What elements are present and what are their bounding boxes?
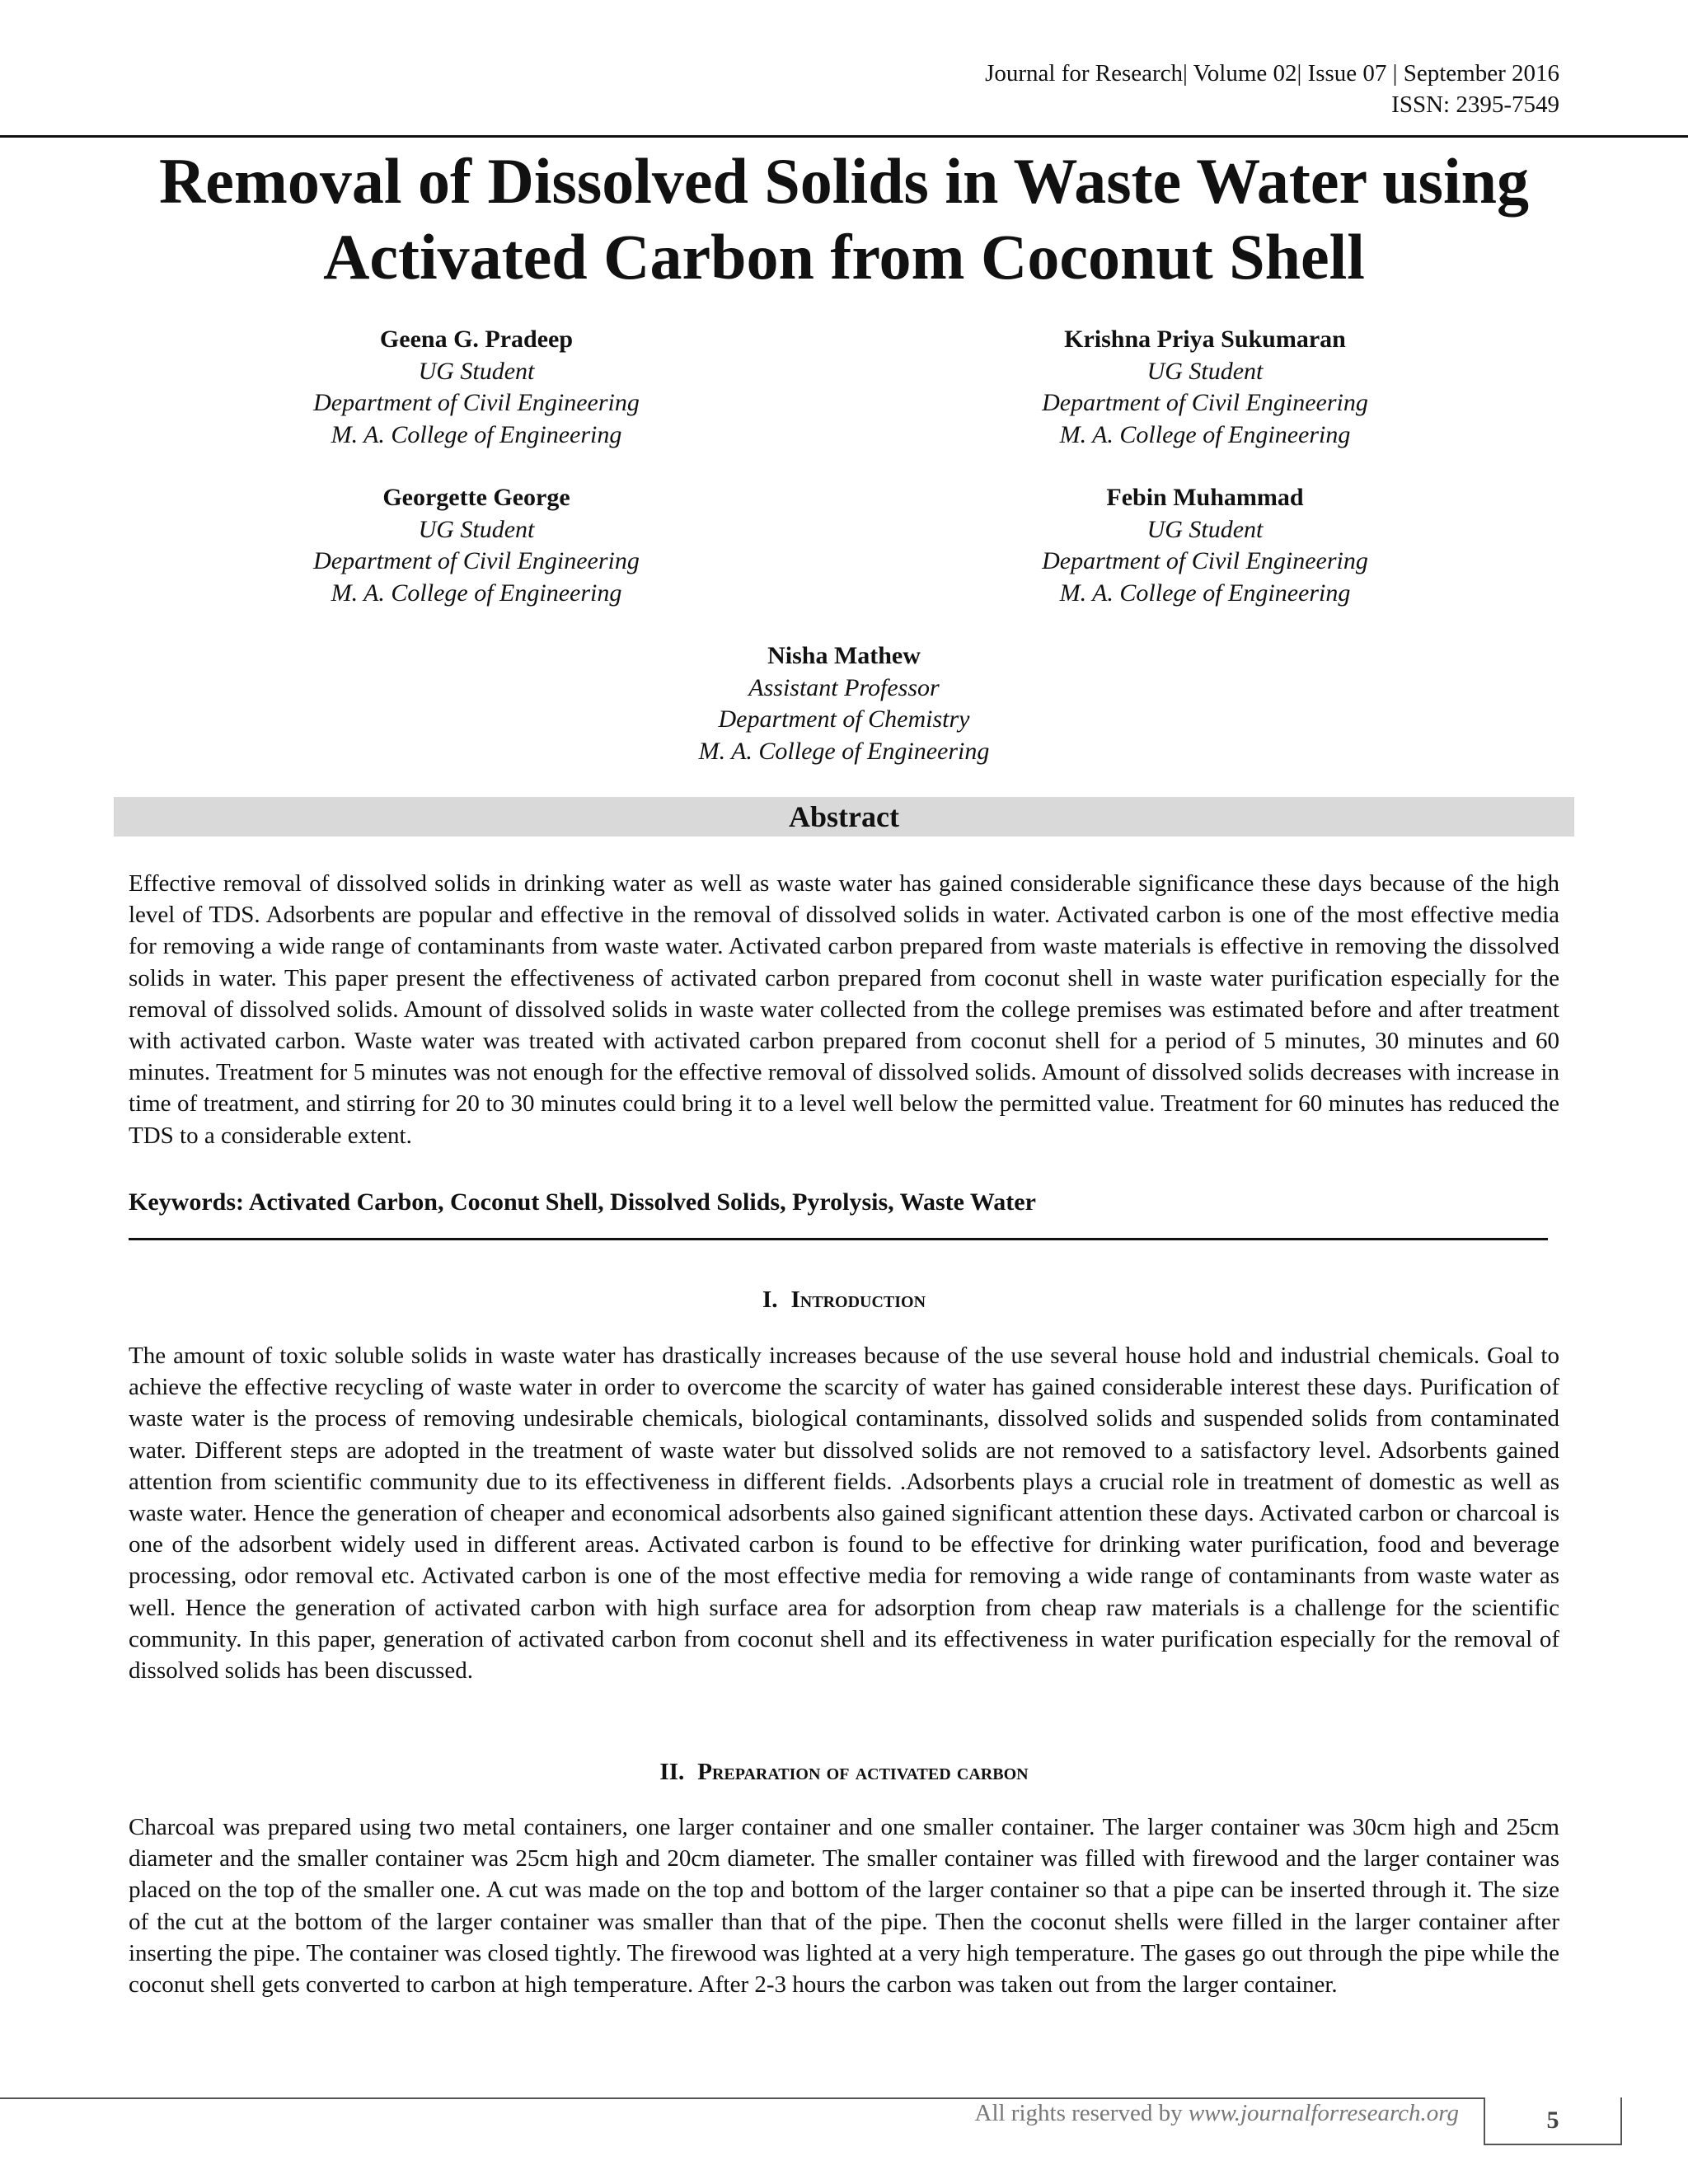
footer-rights — [975, 2100, 1460, 2127]
author-name: Geena G. Pradeep — [379, 326, 574, 353]
page-number: 5 — [1546, 2107, 1559, 2134]
author-department: Department of Civil Engineering — [313, 547, 640, 574]
author-name: Krishna Priya Sukumaran — [1064, 326, 1346, 353]
footer-divider — [0, 2097, 1484, 2099]
section-title: Introduction — [790, 1286, 926, 1313]
author-college: M. A. College of Engineering — [331, 420, 622, 448]
abstract-heading: Abstract — [789, 800, 899, 833]
journal-info: Journal for Research| Volume 02| Issue 07 | September 2016 — [985, 60, 1559, 87]
header-divider — [0, 135, 1688, 138]
author-block — [188, 324, 765, 451]
author-role: UG Student — [1146, 357, 1264, 385]
author-college: M. A. College of Engineering — [331, 579, 622, 607]
author-role: UG Student — [1146, 515, 1264, 543]
title-line-1: Removal of Dissolved Solids in Waste Water using — [158, 145, 1530, 217]
abstract-heading-bar — [114, 797, 1574, 837]
abstract-text: Effective removal of dissolved solids in drinking water as well as waste water has gained considerable significance these days because of the high level of TDS. Adsorbents are popular and effective in the removal of dissolved solids in water. Activated carbon is one of the most effective media for removing a wide range of contaminants from waste water. Activated carbon prepared from waste materials is effective in removing the dissolved solids in water. This paper present the effectiveness of activated carbon prepared from coconut shell in waste water purification especially for the removal of dissolved solids. Amount of dissolved solids in waste water collected from the college premises was estimated before and after treatment with activated carbon. Waste water was treated with activated carbon prepared from coconut shell for a period of 5 minutes, 30 minutes and 60 minutes. Treatment for 5 minutes was not enough for the effective removal of dissolved solids. Amount of dissolved solids decreases with increase in time of treatment, and stirring for 20 to 30 minutes could bring it to a level well below the permitted value. Treatment for 60 minutes has reduced the TDS to a considerable extent. — [129, 870, 1559, 1149]
preparation-text: Charcoal was prepared using two metal containers, one larger container and one smaller container. The larger container was 30cm high and 25cm diameter and the smaller container was 25cm high and 20cm diameter. The smaller container was filled with firewood and the larger container was placed on the top of the smaller one. A cut was made on the top and bottom of the larger container so that a pipe can be inserted through it. The size of the cut at the bottom of the larger container was smaller than that of the pipe. Then the coconut shells were filled in the larger container after inserting the pipe. The container was closed tightly. The firewood was lighted at a very high temperature. The gases go out through the pipe while the coconut shell gets converted to carbon at high temperature. After 2-3 hours the carbon was taken out from the larger container. — [129, 1814, 1559, 1999]
author-name: Georgette George — [382, 484, 570, 511]
author-department: Department of Civil Engineering — [1042, 389, 1368, 416]
author-college: M. A. College of Engineering — [698, 737, 990, 765]
paper-title — [115, 143, 1573, 295]
author-college: M. A. College of Engineering — [1059, 420, 1351, 448]
section-number: II. — [659, 1759, 685, 1785]
section-heading-introduction — [0, 1284, 1688, 1315]
author-block — [917, 482, 1493, 609]
keywords-divider — [129, 1238, 1548, 1240]
author-role: UG Student — [418, 515, 535, 543]
journal-url-link[interactable]: www.journalforresearch.org — [1188, 2100, 1459, 2126]
author-name: Nisha Mathew — [767, 642, 921, 669]
section-title: Preparation of activated carbon — [697, 1759, 1029, 1785]
keywords: Keywords: Activated Carbon, Coconut Shell, Dissolved Solids, Pyrolysis, Waste Water — [129, 1188, 1036, 1216]
author-department: Department of Civil Engineering — [1042, 547, 1368, 574]
author-role: Assistant Professor — [748, 673, 940, 701]
author-department: Department of Civil Engineering — [313, 389, 640, 416]
introduction-text: The amount of toxic soluble solids in waste water has drastically increases because of the use several house hold and industrial chemicals. Goal to achieve the effective recycling of waste water in order to overcome the scarcity of water has gained considerable interest these days. Purification of waste water is the process of removing undesirable chemicals, biological contaminants, dissolved solids and suspended solids from contaminated water. Different steps are adopted in the treatment of waste water but dissolved solids are not removed to a satisfactory level. Adsorbents gained attention from scientific community due to its effectiveness in different fields. .Adsorbents plays a crucial role in treatment of domestic as well as waste water. Hence the generation of cheaper and economical adsorbents also gained significant attention these days. Activated carbon or charcoal is one of the adsorbent widely used in different areas. Activated carbon is found to be effective for drinking water purification, food and beverage processing, odor removal etc. Activated carbon is one of the most effective media for removing a wide range of contaminants from waste water as well. Hence the generation of activated carbon with high surface area for adsorption from cheap raw materials is a challenge for the scientific community. In this paper, generation of activated carbon from coconut shell and its effectiveness in water purification especially for the removal of dissolved solids has been discussed. — [129, 1343, 1559, 1685]
section-heading-preparation — [0, 1756, 1688, 1788]
author-college: M. A. College of Engineering — [1059, 579, 1351, 607]
author-department: Department of Chemistry — [718, 705, 970, 733]
author-name: Febin Muhammad — [1106, 484, 1304, 511]
author-role: UG Student — [418, 357, 535, 385]
author-block — [917, 324, 1493, 451]
title-line-2: Activated Carbon from Coconut Shell — [323, 221, 1365, 293]
author-block — [188, 482, 765, 609]
running-header — [985, 58, 1559, 120]
section-number: I. — [762, 1286, 778, 1313]
rights-text: All rights reserved by — [974, 2100, 1189, 2126]
issn: ISSN: 2395-7549 — [1391, 91, 1559, 118]
author-block — [556, 640, 1132, 767]
